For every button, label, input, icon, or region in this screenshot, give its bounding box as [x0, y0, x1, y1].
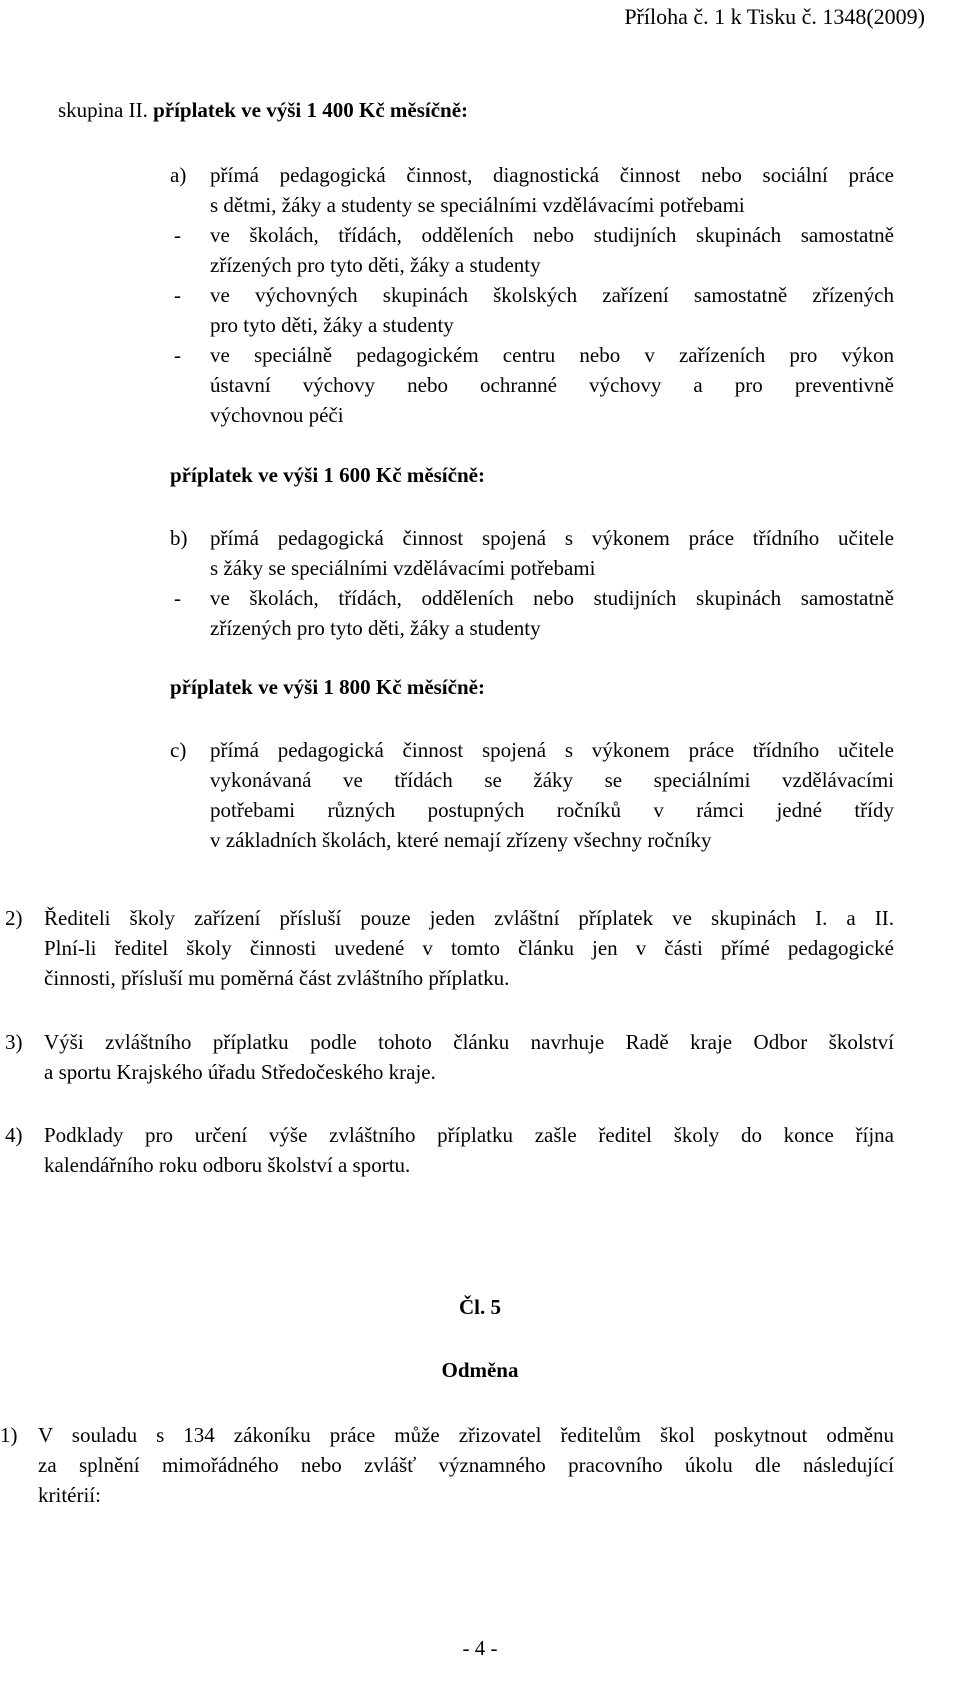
group-label: [58, 95, 468, 125]
item-c-line-1: přímá pedagogická činnost spojená s výkonem práce třídního učitele: [210, 738, 894, 762]
point-2-marker: 2): [5, 906, 23, 930]
item-c-line-3: potřebami různých postupných ročníků v rámci jedné třídy: [210, 798, 894, 822]
item-b-bullet-1-line-1: ve školách, třídách, odděleních nebo studijních skupinách samostatně: [210, 586, 894, 610]
point-4-marker: 4): [5, 1123, 23, 1147]
item-c-line-2: vykonávaná ve třídách se žáky se speciálními vzdělávacími: [210, 768, 894, 792]
bullet-dash: -: [174, 586, 181, 610]
item-a-bullet-2-line-1: ve výchovných skupinách školských zařízení samostatně zřízených: [210, 283, 894, 307]
group-heading-a: příplatek ve výši 1 400 Kč měsíčně:: [153, 98, 469, 122]
article-point-1-line-3: kritérií:: [38, 1483, 101, 1507]
point-4-line-2: kalendářního roku odboru školství a sportu.: [44, 1153, 411, 1177]
item-a-line-2: s dětmi, žáky a studenty se speciálními vzdělávacími potřebami: [210, 193, 745, 217]
page-header: Příloha č. 1 k Tisku č. 1348(2009): [624, 4, 925, 29]
group-heading-b: příplatek ve výši 1 600 Kč měsíčně:: [170, 463, 485, 487]
bullet-dash: -: [174, 343, 181, 367]
item-b-line-1: přímá pedagogická činnost spojená s výkonem práce třídního učitele: [210, 526, 894, 550]
group-heading-c: příplatek ve výši 1 800 Kč měsíčně:: [170, 675, 485, 699]
point-3-line-1: Výši zvláštního příplatku podle tohoto článku navrhuje Radě kraje Odbor školství: [44, 1030, 894, 1054]
item-a-marker: a): [170, 163, 187, 187]
item-a-bullet-3-line-3: výchovnou péči: [210, 403, 344, 427]
item-a-bullet-3-line-2: ústavní výchovy nebo ochranné výchovy a pro preventivně: [210, 373, 894, 397]
item-c-marker: c): [170, 738, 187, 762]
item-b-line-2: s žáky se speciálními vzdělávacími potřebami: [210, 556, 596, 580]
article-number: Čl. 5: [459, 1295, 501, 1319]
point-2-line-1: Řediteli školy zařízení přísluší pouze jeden zvláštní příplatek ve skupinách I. a II.: [44, 906, 894, 930]
bullet-dash: -: [174, 283, 181, 307]
point-4-line-1: Podklady pro určení výše zvláštního příplatku zašle ředitel školy do konce října: [44, 1123, 894, 1147]
point-3-marker: 3): [5, 1030, 23, 1054]
article-point-1-line-2: za splnění mimořádného nebo zvlášť významného pracovního úkolu dle následující: [38, 1453, 894, 1477]
article-point-1-marker: 1): [0, 1423, 18, 1447]
point-2-line-3: činnosti, přísluší mu poměrná část zvláštního příplatku.: [44, 966, 510, 990]
point-3-line-2: a sportu Krajského úřadu Středočeského kraje.: [44, 1060, 436, 1084]
item-a-line-1: přímá pedagogická činnost, diagnostická činnost nebo sociální práce: [210, 163, 894, 187]
item-a-bullet-1-line-2: zřízených pro tyto děti, žáky a studenty: [210, 253, 541, 277]
item-b-bullet-1-line-2: zřízených pro tyto děti, žáky a studenty: [210, 616, 541, 640]
item-c-line-4: v základních školách, které nemají zřízeny všechny ročníky: [210, 828, 712, 852]
group-prefix: skupina II.: [58, 98, 148, 122]
article-title: Odměna: [441, 1358, 519, 1382]
item-a-bullet-2-line-2: pro tyto děti, žáky a studenty: [210, 313, 454, 337]
item-b-marker: b): [170, 526, 188, 550]
article-point-1-line-1: V souladu s 134 zákoníku práce může zřizovatel ředitelům škol poskytnout odměnu: [38, 1423, 894, 1447]
item-a-bullet-3-line-1: ve speciálně pedagogickém centru nebo v zařízeních pro výkon: [210, 343, 894, 367]
item-a-bullet-1-line-1: ve školách, třídách, odděleních nebo studijních skupinách samostatně: [210, 223, 894, 247]
point-2-line-2: Plní-li ředitel školy činnosti uvedené v tomto článku jen v části přímé pedagogické: [44, 936, 894, 960]
page-number: - 4 -: [462, 1636, 498, 1660]
bullet-dash: -: [174, 223, 181, 247]
